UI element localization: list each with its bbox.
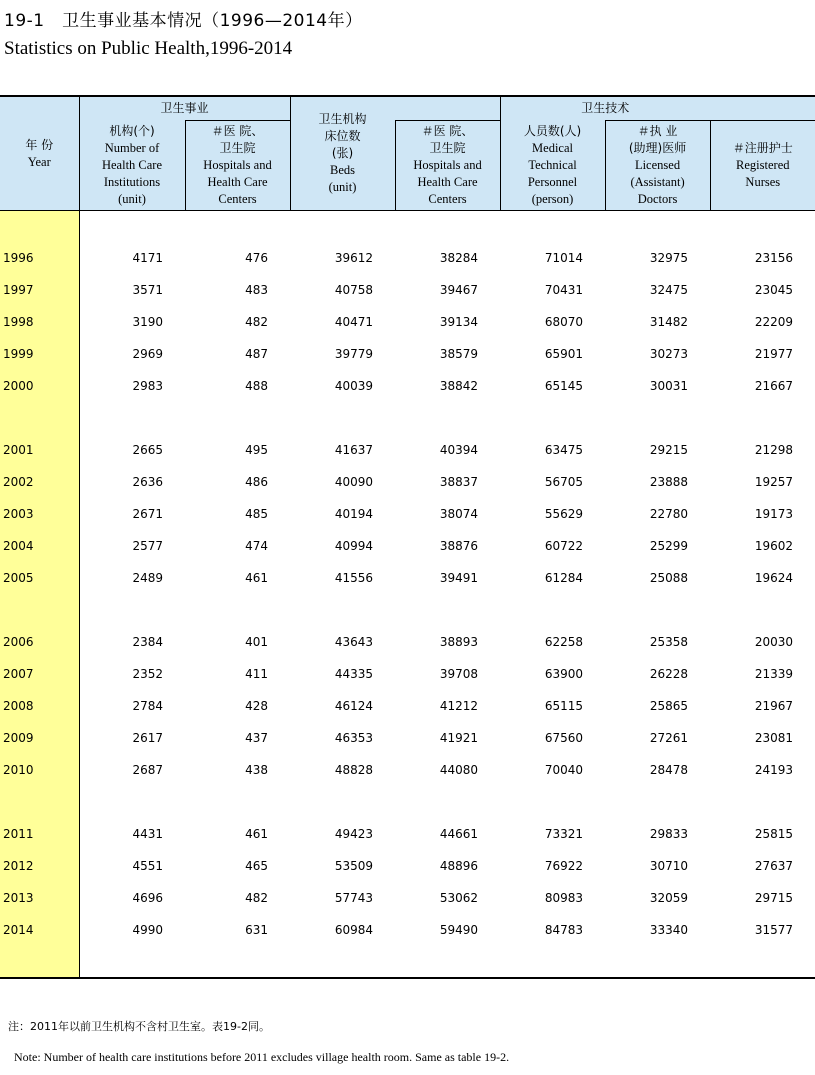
cell-inst-hospitals: 482 <box>245 891 269 905</box>
cell-personnel: 56705 <box>544 475 584 489</box>
empty-cell <box>500 786 605 818</box>
header-year <box>0 96 79 211</box>
cell-personnel: 84783 <box>544 923 584 937</box>
cell-year: 2004 <box>0 530 79 562</box>
cell-nurses: 19602 <box>754 539 794 553</box>
header-personnel-en3: Personnel <box>527 174 578 189</box>
cell-personnel: 73321 <box>544 827 584 841</box>
table-row <box>0 530 815 562</box>
cell-beds-hospitals: 38284 <box>439 251 479 265</box>
header-doctors-en2: (Assistant) <box>630 175 685 189</box>
cell-doctors: 27261 <box>649 731 689 745</box>
cell-institutions: 2617 <box>132 731 163 745</box>
cell-inst-hospitals: 438 <box>245 763 269 777</box>
cell-nurses: 21667 <box>754 379 794 393</box>
cell-beds-hospitals: 39134 <box>439 315 479 329</box>
table-row <box>0 434 815 466</box>
cell-doctors: 28478 <box>649 763 689 777</box>
cell-beds: 43643 <box>334 635 374 649</box>
cell-nurses: 21977 <box>754 347 794 361</box>
empty-cell <box>395 594 500 626</box>
header-beds-spacer <box>395 96 500 121</box>
cell-beds-hospitals: 53062 <box>439 891 479 905</box>
table-row <box>0 466 815 498</box>
empty-cell <box>0 594 79 626</box>
cell-institutions: 2384 <box>132 635 163 649</box>
cell-year: 2009 <box>0 722 79 754</box>
empty-cell <box>500 402 605 434</box>
cell-beds: 57743 <box>334 891 374 905</box>
group-gap-row <box>0 594 815 626</box>
cell-year: 2003 <box>0 498 79 530</box>
cell-beds: 40194 <box>334 507 374 521</box>
footnote-en: Note: Number of health care institutions before 2011 excludes village health room. Same as table 19-2. <box>14 1050 510 1064</box>
cell-beds-hospitals: 39708 <box>439 667 479 681</box>
header-personnel-spacer <box>710 96 815 121</box>
header-inst-hospitals-en2: Health Care <box>207 175 268 189</box>
cell-doctors: 32059 <box>649 891 689 905</box>
cell-personnel: 65115 <box>544 699 584 713</box>
empty-cell <box>185 946 290 978</box>
cell-beds-hospitals: 38074 <box>439 507 479 521</box>
cell-beds: 41637 <box>334 443 374 457</box>
cell-institutions: 2665 <box>132 443 163 457</box>
cell-institutions: 4431 <box>132 827 163 841</box>
cell-beds: 40039 <box>334 379 374 393</box>
cell-beds-hospitals: 38876 <box>439 539 479 553</box>
header-beds-hospitals <box>395 121 500 211</box>
empty-cell <box>185 211 290 243</box>
cell-beds-hospitals: 41212 <box>439 699 479 713</box>
empty-cell <box>185 786 290 818</box>
empty-cell <box>79 594 185 626</box>
table-title-en: Statistics on Public Health,1996-2014 <box>4 38 293 59</box>
cell-doctors: 22780 <box>649 507 689 521</box>
header-doctors-cn2: (助理)医师 <box>628 141 687 155</box>
cell-year: 2005 <box>0 562 79 594</box>
cell-inst-hospitals: 461 <box>245 571 269 585</box>
header-institutions-en2: Health Care <box>101 157 163 172</box>
cell-inst-hospitals: 411 <box>245 667 269 681</box>
empty-cell <box>710 946 815 978</box>
cell-year: 2001 <box>0 434 79 466</box>
header-inst-hospitals <box>185 121 290 211</box>
cell-year: 1996 <box>0 242 79 274</box>
empty-cell <box>395 402 500 434</box>
cell-personnel: 55629 <box>544 507 584 521</box>
spacer-row <box>0 946 815 978</box>
cell-beds: 39612 <box>334 251 374 265</box>
empty-cell <box>79 786 185 818</box>
cell-beds: 40090 <box>334 475 374 489</box>
header-doctors-en3: Doctors <box>637 192 678 206</box>
table-row <box>0 850 815 882</box>
empty-cell <box>290 594 395 626</box>
cell-nurses: 21967 <box>754 699 794 713</box>
cell-year: 2008 <box>0 690 79 722</box>
header-personnel-en2: Technical <box>528 157 577 172</box>
header-nurses-en1: Registered <box>736 158 790 172</box>
cell-doctors: 33340 <box>649 923 689 937</box>
cell-beds-hospitals: 41921 <box>439 731 479 745</box>
header-institutions-en4: (unit) <box>118 191 146 206</box>
cell-nurses: 27637 <box>754 859 794 873</box>
cell-beds: 40471 <box>334 315 374 329</box>
table-row <box>0 690 815 722</box>
cell-nurses: 23045 <box>754 283 794 297</box>
cell-inst-hospitals: 483 <box>245 283 269 297</box>
cell-personnel: 67560 <box>544 731 584 745</box>
cell-beds-hospitals: 38837 <box>439 475 479 489</box>
header-institutions-total <box>79 121 185 211</box>
empty-cell <box>0 211 79 243</box>
cell-year: 2014 <box>0 914 79 946</box>
spacer-row <box>0 211 815 243</box>
header-nurses-en2: Nurses <box>745 175 781 189</box>
table-row <box>0 370 815 402</box>
cell-beds: 46124 <box>334 699 374 713</box>
group-gap-row <box>0 786 815 818</box>
empty-cell <box>605 946 710 978</box>
empty-cell <box>500 211 605 243</box>
cell-nurses: 19624 <box>754 571 794 585</box>
header-personnel-en1: Medical <box>532 140 573 155</box>
cell-doctors: 29215 <box>649 443 689 457</box>
empty-cell <box>395 786 500 818</box>
cell-inst-hospitals: 437 <box>245 731 269 745</box>
empty-cell <box>79 211 185 243</box>
header-beds-hospitals-en1: Hospitals and <box>413 158 482 172</box>
cell-doctors: 32975 <box>649 251 689 265</box>
cell-nurses: 31577 <box>754 923 794 937</box>
empty-cell <box>605 211 710 243</box>
cell-nurses: 19257 <box>754 475 794 489</box>
table-body <box>0 211 815 979</box>
cell-personnel: 70040 <box>544 763 584 777</box>
table-row <box>0 274 815 306</box>
cell-institutions: 4990 <box>132 923 163 937</box>
cell-beds: 46353 <box>334 731 374 745</box>
header-institutions-cn2: 机构(个) <box>109 123 155 138</box>
cell-institutions: 2671 <box>132 507 163 521</box>
table-row <box>0 242 815 274</box>
empty-cell <box>185 594 290 626</box>
cell-inst-hospitals: 465 <box>245 859 269 873</box>
cell-personnel: 61284 <box>544 571 584 585</box>
header-institutions-cn1: 卫生事业 <box>160 101 209 115</box>
cell-inst-hospitals: 487 <box>245 347 269 361</box>
cell-beds: 49423 <box>334 827 374 841</box>
empty-cell <box>605 594 710 626</box>
empty-cell <box>185 402 290 434</box>
cell-institutions: 3190 <box>132 315 163 329</box>
cell-institutions: 2983 <box>132 379 163 393</box>
cell-institutions: 2577 <box>132 539 163 553</box>
footnote-cn: 注：2011年以前卫生机构不含村卫生室。表19-2同。 <box>8 1020 270 1033</box>
cell-nurses: 21339 <box>754 667 794 681</box>
header-nurses-cn1: ＃注册护士 <box>732 141 793 155</box>
header-doctors-en1: Licensed <box>634 158 681 172</box>
table-row <box>0 754 815 786</box>
empty-cell <box>0 786 79 818</box>
cell-inst-hospitals: 428 <box>245 699 269 713</box>
cell-personnel: 65901 <box>544 347 584 361</box>
header-doctors-cn1: ＃执 业 <box>637 124 678 138</box>
cell-institutions: 2489 <box>132 571 163 585</box>
cell-inst-hospitals: 485 <box>245 507 269 521</box>
empty-cell <box>395 211 500 243</box>
header-inst-hospitals-en1: Hospitals and <box>203 158 272 172</box>
cell-personnel: 63475 <box>544 443 584 457</box>
cell-institutions: 2969 <box>132 347 163 361</box>
cell-doctors: 25865 <box>649 699 689 713</box>
table-row <box>0 882 815 914</box>
cell-beds: 41556 <box>334 571 374 585</box>
header-personnel-total <box>500 121 605 211</box>
cell-year: 2011 <box>0 818 79 850</box>
table-row <box>0 562 815 594</box>
table-header <box>0 96 815 211</box>
table-row <box>0 658 815 690</box>
header-personnel-cn2: 人员数(人) <box>523 123 582 138</box>
header-institutions-en1: Number of <box>104 140 160 155</box>
cell-beds: 39779 <box>334 347 374 361</box>
header-institutions-en3: Institutions <box>103 174 161 189</box>
cell-personnel: 68070 <box>544 315 584 329</box>
cell-beds-hospitals: 44080 <box>439 763 479 777</box>
cell-nurses: 25815 <box>754 827 794 841</box>
cell-personnel: 71014 <box>544 251 584 265</box>
cell-beds: 40758 <box>334 283 374 297</box>
empty-cell <box>0 946 79 978</box>
cell-doctors: 30031 <box>649 379 689 393</box>
table-row <box>0 914 815 946</box>
cell-personnel: 62258 <box>544 635 584 649</box>
cell-beds-hospitals: 38893 <box>439 635 479 649</box>
cell-beds-hospitals: 39491 <box>439 571 479 585</box>
cell-year: 2010 <box>0 754 79 786</box>
empty-cell <box>605 402 710 434</box>
cell-nurses: 23156 <box>754 251 794 265</box>
cell-personnel: 65145 <box>544 379 584 393</box>
table-row <box>0 722 815 754</box>
header-nurses <box>710 121 815 211</box>
cell-inst-hospitals: 461 <box>245 827 269 841</box>
cell-inst-hospitals: 476 <box>245 251 269 265</box>
cell-personnel: 76922 <box>544 859 584 873</box>
cell-beds: 53509 <box>334 859 374 873</box>
cell-beds: 40994 <box>334 539 374 553</box>
empty-cell <box>710 402 815 434</box>
cell-beds: 44335 <box>334 667 374 681</box>
header-beds <box>290 96 395 211</box>
cell-beds: 48828 <box>334 763 374 777</box>
cell-personnel: 70431 <box>544 283 584 297</box>
empty-cell <box>710 786 815 818</box>
header-beds-hospitals-en2: Health Care <box>417 175 478 189</box>
cell-year: 1998 <box>0 306 79 338</box>
cell-nurses: 22209 <box>754 315 794 329</box>
cell-beds: 60984 <box>334 923 374 937</box>
cell-beds-hospitals: 38579 <box>439 347 479 361</box>
cell-nurses: 23081 <box>754 731 794 745</box>
table-row <box>0 498 815 530</box>
cell-year: 2007 <box>0 658 79 690</box>
header-personnel <box>500 96 710 121</box>
header-year-cn: 年 份 <box>25 137 54 152</box>
header-doctors <box>605 121 710 211</box>
cell-doctors: 30273 <box>649 347 689 361</box>
cell-doctors: 23888 <box>649 475 689 489</box>
cell-institutions: 3571 <box>132 283 163 297</box>
empty-cell <box>79 402 185 434</box>
empty-cell <box>290 946 395 978</box>
cell-doctors: 31482 <box>649 315 689 329</box>
cell-nurses: 19173 <box>754 507 794 521</box>
empty-cell <box>500 594 605 626</box>
empty-cell <box>0 402 79 434</box>
header-year-en: Year <box>27 154 51 169</box>
cell-nurses: 29715 <box>754 891 794 905</box>
empty-cell <box>710 594 815 626</box>
cell-nurses: 21298 <box>754 443 794 457</box>
empty-cell <box>710 211 815 243</box>
cell-doctors: 25358 <box>649 635 689 649</box>
cell-year: 2002 <box>0 466 79 498</box>
cell-beds-hospitals: 44661 <box>439 827 479 841</box>
cell-institutions: 4696 <box>132 891 163 905</box>
cell-beds-hospitals: 59490 <box>439 923 479 937</box>
cell-beds-hospitals: 39467 <box>439 283 479 297</box>
header-beds-cn1: 卫生机构 <box>318 112 367 126</box>
cell-institutions: 2784 <box>132 699 163 713</box>
cell-inst-hospitals: 488 <box>245 379 269 393</box>
header-beds-hospitals-en3: Centers <box>428 192 467 206</box>
empty-cell <box>605 786 710 818</box>
cell-beds-hospitals: 38842 <box>439 379 479 393</box>
header-inst-hospitals-en3: Centers <box>218 192 257 206</box>
header-personnel-cn1: 卫生技术 <box>581 101 630 115</box>
cell-doctors: 29833 <box>649 827 689 841</box>
cell-year: 2006 <box>0 626 79 658</box>
cell-inst-hospitals: 401 <box>245 635 269 649</box>
cell-year: 1997 <box>0 274 79 306</box>
cell-institutions: 2687 <box>132 763 163 777</box>
empty-cell <box>290 786 395 818</box>
header-beds-cn2: 床位数 <box>324 129 361 143</box>
cell-doctors: 25299 <box>649 539 689 553</box>
empty-cell <box>395 946 500 978</box>
cell-institutions: 4171 <box>132 251 163 265</box>
table-row <box>0 626 815 658</box>
cell-nurses: 20030 <box>754 635 794 649</box>
empty-cell <box>500 946 605 978</box>
cell-institutions: 4551 <box>132 859 163 873</box>
cell-doctors: 30710 <box>649 859 689 873</box>
statistics-table <box>0 95 815 979</box>
cell-doctors: 25088 <box>649 571 689 585</box>
cell-inst-hospitals: 482 <box>245 315 269 329</box>
header-beds-en1: Beds <box>330 163 356 177</box>
header-beds-en2: (unit) <box>328 180 357 194</box>
header-beds-hospitals-cn2: 卫生院 <box>429 141 466 155</box>
cell-inst-hospitals: 486 <box>245 475 269 489</box>
cell-inst-hospitals: 474 <box>245 539 269 553</box>
empty-cell <box>79 946 185 978</box>
header-personnel-en4: (person) <box>531 191 574 206</box>
cell-personnel: 60722 <box>544 539 584 553</box>
empty-cell <box>290 211 395 243</box>
cell-beds-hospitals: 40394 <box>439 443 479 457</box>
header-beds-cn3: (张) <box>331 146 354 160</box>
table-row <box>0 818 815 850</box>
cell-year: 2013 <box>0 882 79 914</box>
cell-doctors: 26228 <box>649 667 689 681</box>
cell-inst-hospitals: 495 <box>245 443 269 457</box>
cell-institutions: 2352 <box>132 667 163 681</box>
header-beds-hospitals-cn1: ＃医 院、 <box>421 124 474 138</box>
statistics-table-container <box>0 95 815 979</box>
header-inst-hospitals-cn2: 卫生院 <box>219 141 256 155</box>
empty-cell <box>290 402 395 434</box>
table-row <box>0 338 815 370</box>
header-institutions <box>79 96 290 121</box>
header-inst-hospitals-cn1: ＃医 院、 <box>211 124 264 138</box>
cell-personnel: 80983 <box>544 891 584 905</box>
table-title-cn: 19-1 卫生事业基本情况（1996—2014年） <box>4 11 363 31</box>
cell-year: 2012 <box>0 850 79 882</box>
cell-doctors: 32475 <box>649 283 689 297</box>
table-row <box>0 306 815 338</box>
cell-year: 2000 <box>0 370 79 402</box>
group-gap-row <box>0 402 815 434</box>
cell-nurses: 24193 <box>754 763 794 777</box>
cell-beds-hospitals: 48896 <box>439 859 479 873</box>
cell-institutions: 2636 <box>132 475 163 489</box>
cell-inst-hospitals: 631 <box>245 923 269 937</box>
cell-personnel: 63900 <box>544 667 584 681</box>
cell-year: 1999 <box>0 338 79 370</box>
